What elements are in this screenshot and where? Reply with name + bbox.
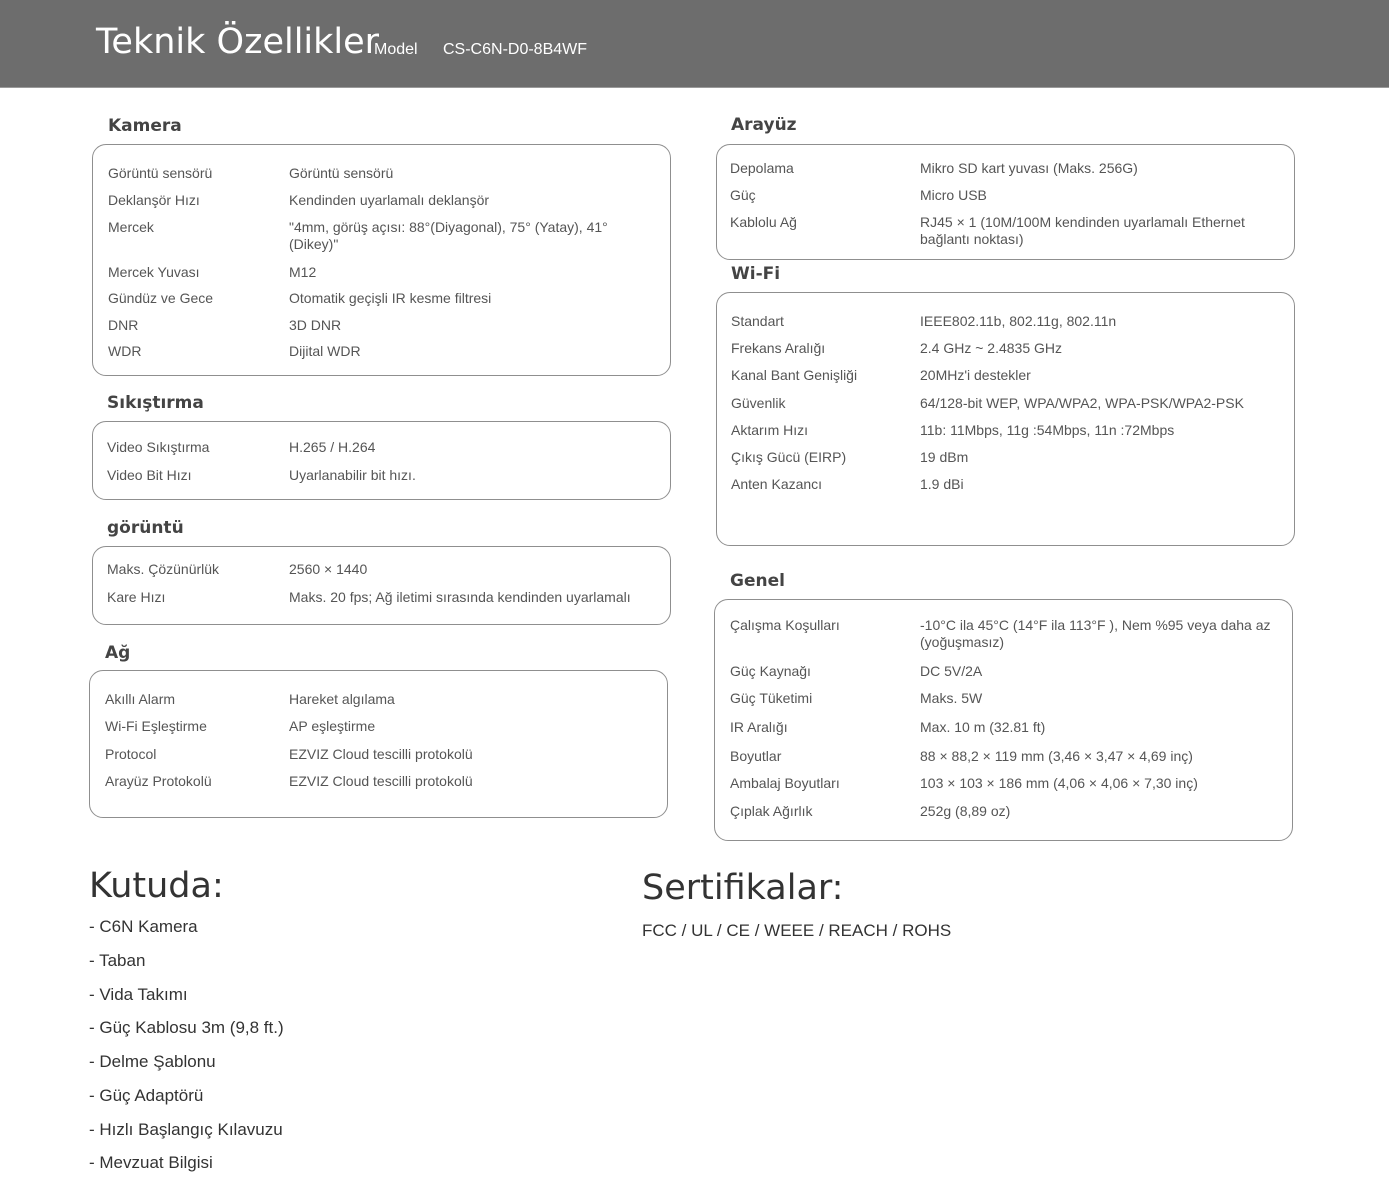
spec-value: "4mm, görüş açısı: 88°(Diyagonal), 75° (Yatay), 41°(Dikey)" bbox=[289, 219, 608, 252]
spec-key: Video Bit Hızı bbox=[107, 467, 192, 483]
spec-value: Max. 10 m (32.81 ft) bbox=[920, 719, 1046, 735]
spec-key: Ambalaj Boyutları bbox=[730, 775, 840, 791]
spec-key: Protocol bbox=[105, 746, 157, 762]
list-item: - Güç Kablosu 3m (9,8 ft.) bbox=[89, 1018, 284, 1037]
list-item: - Hızlı Başlangıç Kılavuzu bbox=[89, 1120, 283, 1139]
list-item: - Güç Adaptörü bbox=[89, 1086, 204, 1105]
spec-box-kamera bbox=[92, 144, 671, 376]
spec-value: Görüntü sensörü bbox=[289, 165, 394, 181]
spec-value: 2560 × 1440 bbox=[289, 561, 368, 577]
spec-key: Aktarım Hızı bbox=[731, 422, 809, 438]
spec-box-goruntu bbox=[92, 546, 671, 625]
spec-value: 3D DNR bbox=[289, 317, 342, 333]
spec-value: 11b: 11Mbps, 11g :54Mbps, 11n :72Mbps bbox=[920, 422, 1175, 438]
spec-box-genel bbox=[714, 599, 1293, 841]
spec-key: IR Aralığı bbox=[730, 719, 788, 735]
spec-value: Mikro SD kart yuvası (Maks. 256G) bbox=[920, 160, 1138, 176]
spec-value: EZVIZ Cloud tescilli protokolü bbox=[289, 773, 473, 789]
spec-value: RJ45 × 1 (10M/100M kendinden uyarlamalı Ethernet bağlantı noktası) bbox=[920, 214, 1245, 247]
spec-value: Dijital WDR bbox=[289, 343, 361, 359]
spec-key: Standart bbox=[731, 313, 784, 329]
spec-key: Güç bbox=[730, 187, 756, 203]
spec-key: Gündüz ve Gece bbox=[108, 290, 214, 306]
spec-key: Çalışma Koşulları bbox=[730, 617, 840, 633]
spec-key: Video Sıkıştırma bbox=[107, 439, 210, 455]
spec-key: Frekans Aralığı bbox=[731, 340, 826, 356]
spec-key: Çıplak Ağırlık bbox=[730, 803, 813, 819]
section-title-ag: Ağ bbox=[105, 643, 131, 663]
spec-key: Boyutlar bbox=[730, 748, 782, 764]
section-title-goruntu: görüntü bbox=[107, 518, 184, 538]
spec-value: Kendinden uyarlamalı deklanşör bbox=[289, 192, 490, 208]
spec-key: Arayüz Protokolü bbox=[105, 773, 212, 789]
spec-key: Kablolu Ağ bbox=[730, 214, 797, 230]
spec-box-sikistirma bbox=[92, 421, 671, 500]
spec-value: Maks. 20 fps; Ağ iletimi sırasında kendinden uyarlamalı bbox=[289, 589, 631, 605]
spec-value: AP eşleştirme bbox=[289, 718, 376, 734]
model-value: CS-C6N-D0-8B4WF bbox=[443, 41, 588, 58]
spec-box-wifi bbox=[716, 292, 1295, 546]
spec-key: Wi-Fi Eşleştirme bbox=[105, 718, 207, 734]
spec-value: 252g (8,89 oz) bbox=[920, 803, 1011, 819]
section-title-wifi: Wi-Fi bbox=[731, 264, 781, 284]
list-item: - Taban bbox=[89, 951, 146, 970]
box-contents-heading: Kutuda: bbox=[89, 866, 224, 906]
spec-key: Güvenlik bbox=[731, 395, 786, 411]
spec-key: DNR bbox=[108, 317, 139, 333]
spec-key: Görüntü sensörü bbox=[108, 165, 213, 181]
spec-value: 2.4 GHz ~ 2.4835 GHz bbox=[920, 340, 1063, 356]
spec-key: Mercek bbox=[108, 219, 154, 235]
spec-value: H.265 / H.264 bbox=[289, 439, 376, 455]
page-title: Teknik Özellikler bbox=[96, 22, 380, 62]
certifications-heading: Sertifikalar: bbox=[642, 868, 844, 908]
model-label: Model bbox=[374, 41, 418, 58]
spec-key: Güç Tüketimi bbox=[730, 690, 813, 706]
spec-value: 1.9 dBi bbox=[920, 476, 964, 492]
spec-key: Kanal Bant Genişliği bbox=[731, 367, 858, 383]
spec-value: 103 × 103 × 186 mm (4,06 × 4,06 × 7,30 inç) bbox=[920, 775, 1198, 791]
spec-value: Micro USB bbox=[920, 187, 987, 203]
list-item: - Vida Takımı bbox=[89, 985, 188, 1004]
spec-value: 19 dBm bbox=[920, 449, 969, 465]
spec-value: Maks. 5W bbox=[920, 690, 983, 706]
list-item: - Mevzuat Bilgisi bbox=[89, 1153, 213, 1172]
spec-box-ag bbox=[89, 670, 668, 818]
spec-key: WDR bbox=[108, 343, 142, 359]
spec-key: Güç Kaynağı bbox=[730, 663, 811, 679]
spec-key: Depolama bbox=[730, 160, 794, 176]
section-title-kamera: Kamera bbox=[108, 116, 182, 136]
section-title-genel: Genel bbox=[730, 571, 785, 591]
spec-box-arayuz bbox=[716, 144, 1295, 260]
spec-key: Çıkış Gücü (EIRP) bbox=[731, 449, 847, 465]
spec-value: 64/128-bit WEP, WPA/WPA2, WPA-PSK/WPA2-PSK bbox=[920, 395, 1244, 411]
spec-key: Deklanşör Hızı bbox=[108, 192, 200, 208]
page-header bbox=[0, 0, 1389, 88]
section-title-arayuz: Arayüz bbox=[731, 115, 797, 135]
spec-value: Hareket algılama bbox=[289, 691, 395, 707]
list-item: - Delme Şablonu bbox=[89, 1052, 216, 1071]
spec-key: Kare Hızı bbox=[107, 589, 166, 605]
spec-key: Mercek Yuvası bbox=[108, 264, 200, 280]
spec-value: Otomatik geçişli IR kesme filtresi bbox=[289, 290, 492, 306]
spec-value: DC 5V/2A bbox=[920, 663, 983, 679]
list-item: - C6N Kamera bbox=[89, 917, 198, 936]
spec-key: Akıllı Alarm bbox=[105, 691, 176, 707]
spec-key: Anten Kazancı bbox=[731, 476, 823, 492]
spec-value: EZVIZ Cloud tescilli protokolü bbox=[289, 746, 473, 762]
spec-value: 20MHz'i destekler bbox=[920, 367, 1031, 383]
spec-value: -10°C ila 45°C (14°F ila 113°F ), Nem %95 veya daha az (yoğuşmasız) bbox=[920, 617, 1271, 650]
spec-value: IEEE802.11b, 802.11g, 802.11n bbox=[920, 313, 1117, 329]
spec-value: M12 bbox=[289, 264, 317, 280]
spec-value: 88 × 88,2 × 119 mm (3,46 × 3,47 × 4,69 inç) bbox=[920, 748, 1193, 764]
spec-key: Maks. Çözünürlük bbox=[107, 561, 220, 577]
spec-value: Uyarlanabilir bit hızı. bbox=[289, 467, 416, 483]
section-title-sikistirma: Sıkıştırma bbox=[107, 393, 204, 413]
certifications-list: FCC / UL / CE / WEEE / REACH / ROHS bbox=[642, 921, 952, 940]
